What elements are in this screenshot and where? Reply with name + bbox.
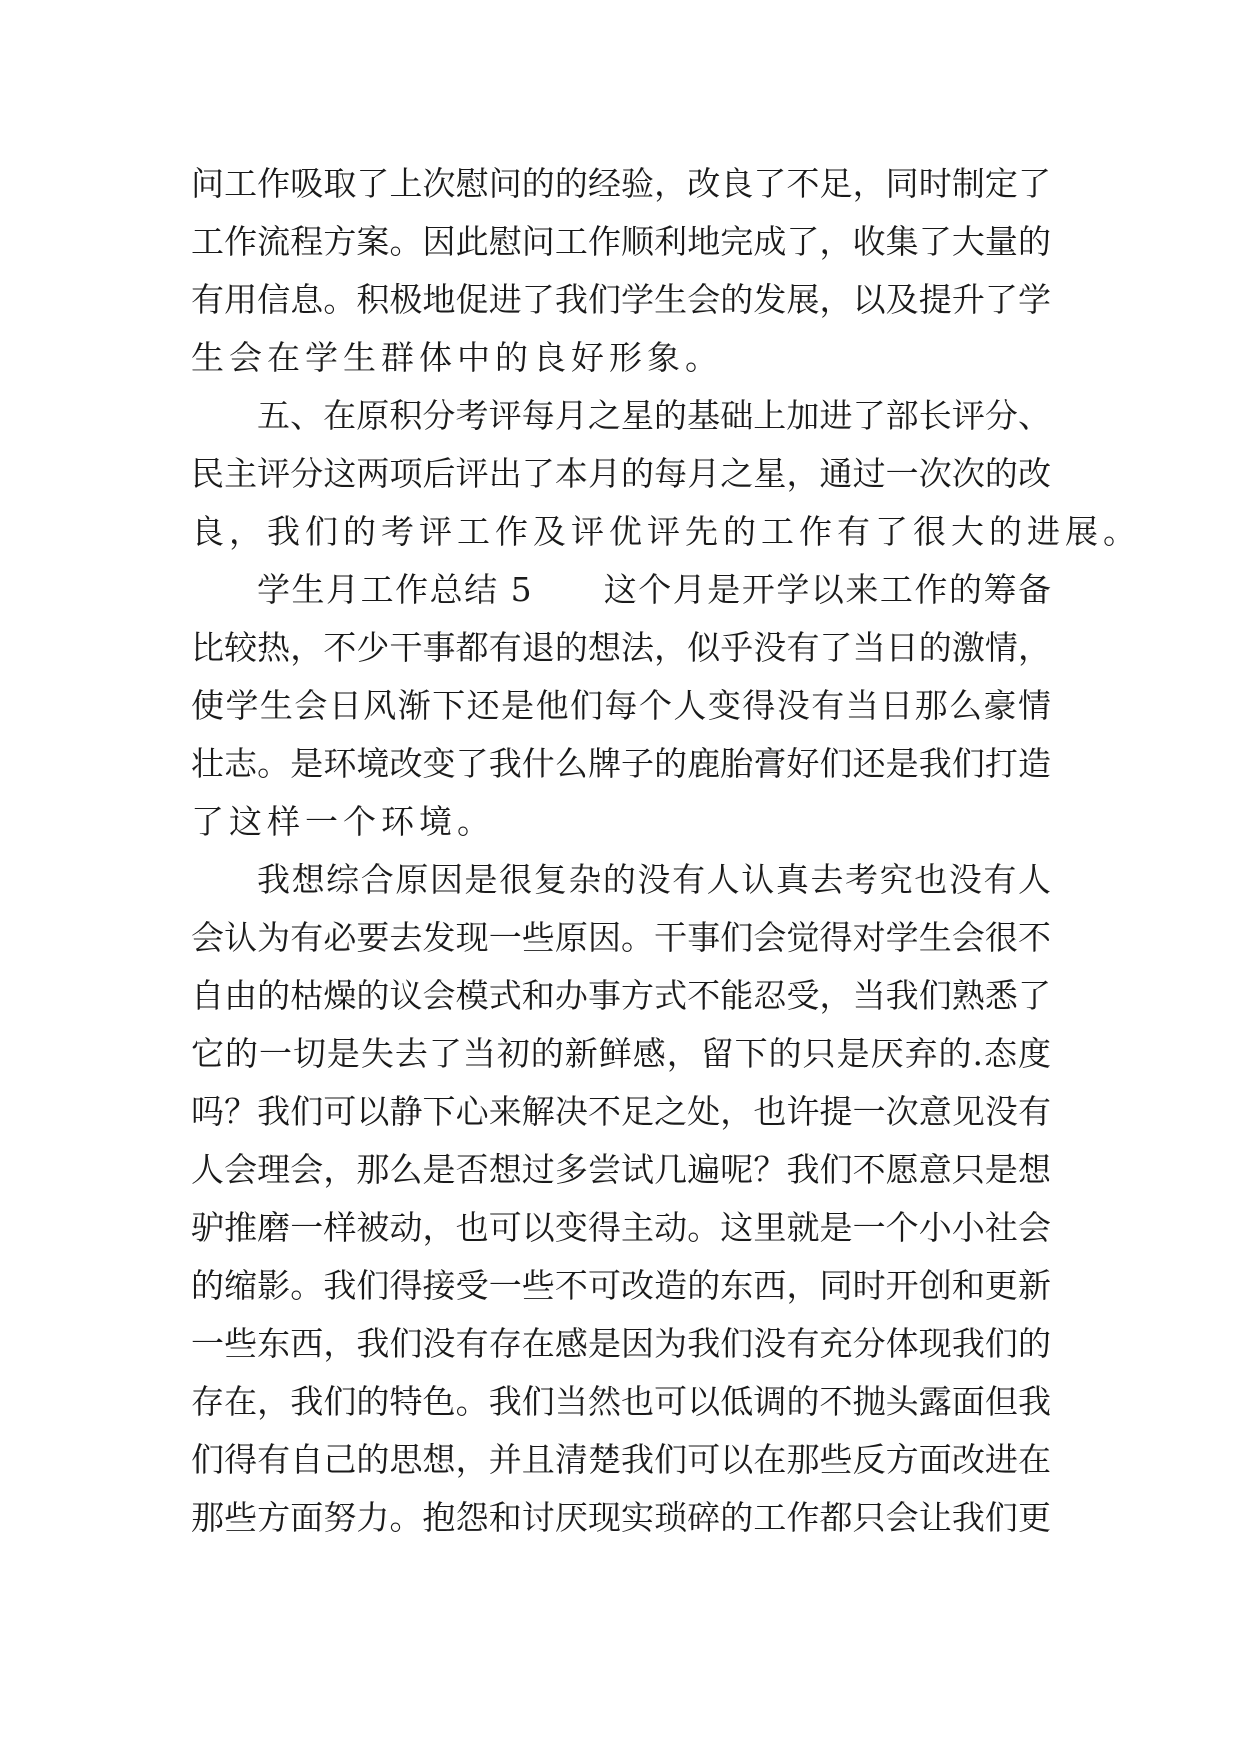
text-line: 壮志。是环境改变了我什么牌子的鹿胎膏好们还是我们打造 (191, 744, 1051, 783)
text-line: 一些东西，我们没有存在感是因为我们没有充分体现我们的 (191, 1324, 1051, 1363)
paragraph-first-line: 五、在原积分考评每月之星的基础上加进了部长评分、 (257, 396, 1051, 435)
text-line: 有用信息。积极地促进了我们学生会的发展，以及提升了学 (191, 280, 1051, 319)
paragraph-first-line: 学生月工作总结 5 这个月是开学以来工作的筹备 (257, 570, 1051, 609)
text-line: 们得有自己的思想，并且清楚我们可以在那些反方面改进在 (191, 1440, 1051, 1479)
text-line: 自由的枯燥的议会模式和办事方式不能忍受，当我们熟悉了 (191, 976, 1051, 1015)
text-line: 吗？我们可以静下心来解决不足之处，也许提一次意见没有 (191, 1092, 1051, 1131)
paragraph-first-line: 我想综合原因是很复杂的没有人认真去考究也没有人 (257, 860, 1051, 899)
text-line: 那些方面努力。抱怨和讨厌现实琐碎的工作都只会让我们更 (191, 1498, 1051, 1537)
text-line: 存在，我们的特色。我们当然也可以低调的不抛头露面但我 (191, 1382, 1051, 1421)
text-line: 生会在学生群体中的良好形象。 (191, 338, 723, 377)
text-line: 比较热，不少干事都有退的想法，似乎没有了当日的激情， (191, 628, 1051, 667)
text-line: 会认为有必要去发现一些原因。干事们会觉得对学生会很不 (191, 918, 1051, 957)
text-line: 问工作吸取了上次慰问的的经验，改良了不足，同时制定了 (191, 164, 1051, 203)
text-line: 人会理会，那么是否想过多尝试几遍呢？我们不愿意只是想 (191, 1150, 1051, 1189)
text-line: 驴推磨一样被动，也可以变得主动。这里就是一个小小社会 (191, 1208, 1051, 1247)
text-line: 使学生会日风渐下还是他们每个人变得没有当日那么豪情 (191, 686, 1051, 725)
text-line: 它的一切是失去了当初的新鲜感，留下的只是厌弃的.态度 (191, 1034, 1051, 1073)
text-line: 良，我们的考评工作及评优评先的工作有了很大的进展。 (191, 512, 1141, 551)
text-line: 民主评分这两项后评出了本月的每月之星，通过一次次的改 (191, 454, 1051, 493)
body-text (191, 155, 1141, 1547)
text-line: 的缩影。我们得接受一些不可改造的东西，同时开创和更新 (191, 1266, 1051, 1305)
text-line: 了这样一个环境。 (191, 802, 495, 841)
text-line: 工作流程方案。因此慰问工作顺利地完成了，收集了大量的 (191, 222, 1051, 261)
